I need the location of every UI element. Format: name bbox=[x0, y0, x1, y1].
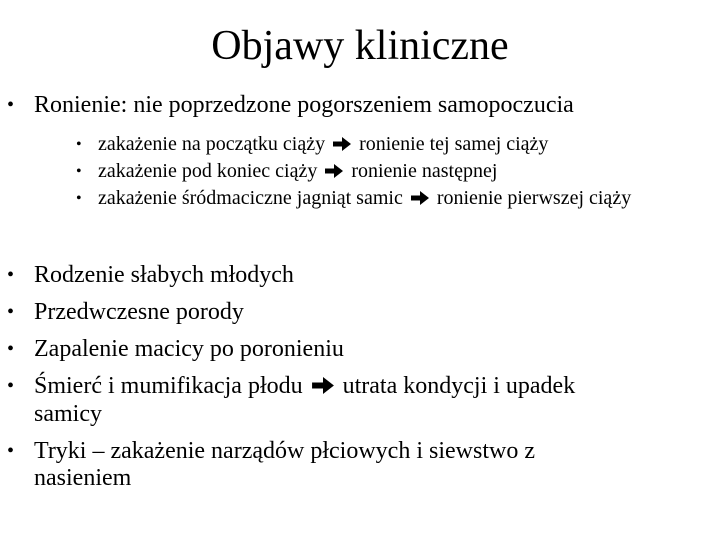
sub-item: • zakażenie na początku ciąży ronienie tej samej ciąży bbox=[76, 133, 549, 155]
main-list-bottom bbox=[7, 262, 694, 492]
arrow-right-icon bbox=[411, 188, 429, 211]
list-item: • Tryki – zakażenie narządów płciowych i siewstwo z nasieniem bbox=[7, 437, 535, 491]
arrow-right-icon bbox=[312, 374, 334, 401]
list-item: • Śmierć i mumifikacja płodu utrata kondycji i upadek samicy bbox=[7, 373, 576, 427]
list-item: • Zapalenie macicy po poronieniu bbox=[7, 336, 344, 362]
arrow-right-icon bbox=[333, 134, 351, 157]
bullet: • bbox=[7, 264, 15, 286]
bullet: • bbox=[76, 162, 82, 180]
arrow-right-icon bbox=[325, 161, 343, 184]
slide-title: Objawy kliniczne bbox=[211, 23, 509, 69]
bullet: • bbox=[76, 189, 82, 207]
sub-item: • zakażenie pod koniec ciąży ronienie następnej bbox=[76, 159, 498, 182]
list-item: • Rodzenie słabych młodych bbox=[7, 262, 294, 288]
sub-list bbox=[76, 133, 698, 211]
bullet: • bbox=[7, 375, 15, 397]
list-item: • Ronienie: nie poprzedzone pogorszeniem samopoczucia bbox=[7, 92, 574, 118]
list-item: • Przedwczesne porody bbox=[7, 299, 244, 325]
bullet: • bbox=[7, 338, 15, 360]
bullet: • bbox=[7, 94, 15, 116]
bullet: • bbox=[76, 136, 82, 153]
main-list-top bbox=[7, 92, 694, 119]
sub-item: • zakażenie śródmaciczne jagniąt samic ronienie pierwszej ciąży bbox=[76, 186, 632, 209]
bullet: • bbox=[7, 439, 15, 462]
bullet: • bbox=[7, 301, 15, 323]
